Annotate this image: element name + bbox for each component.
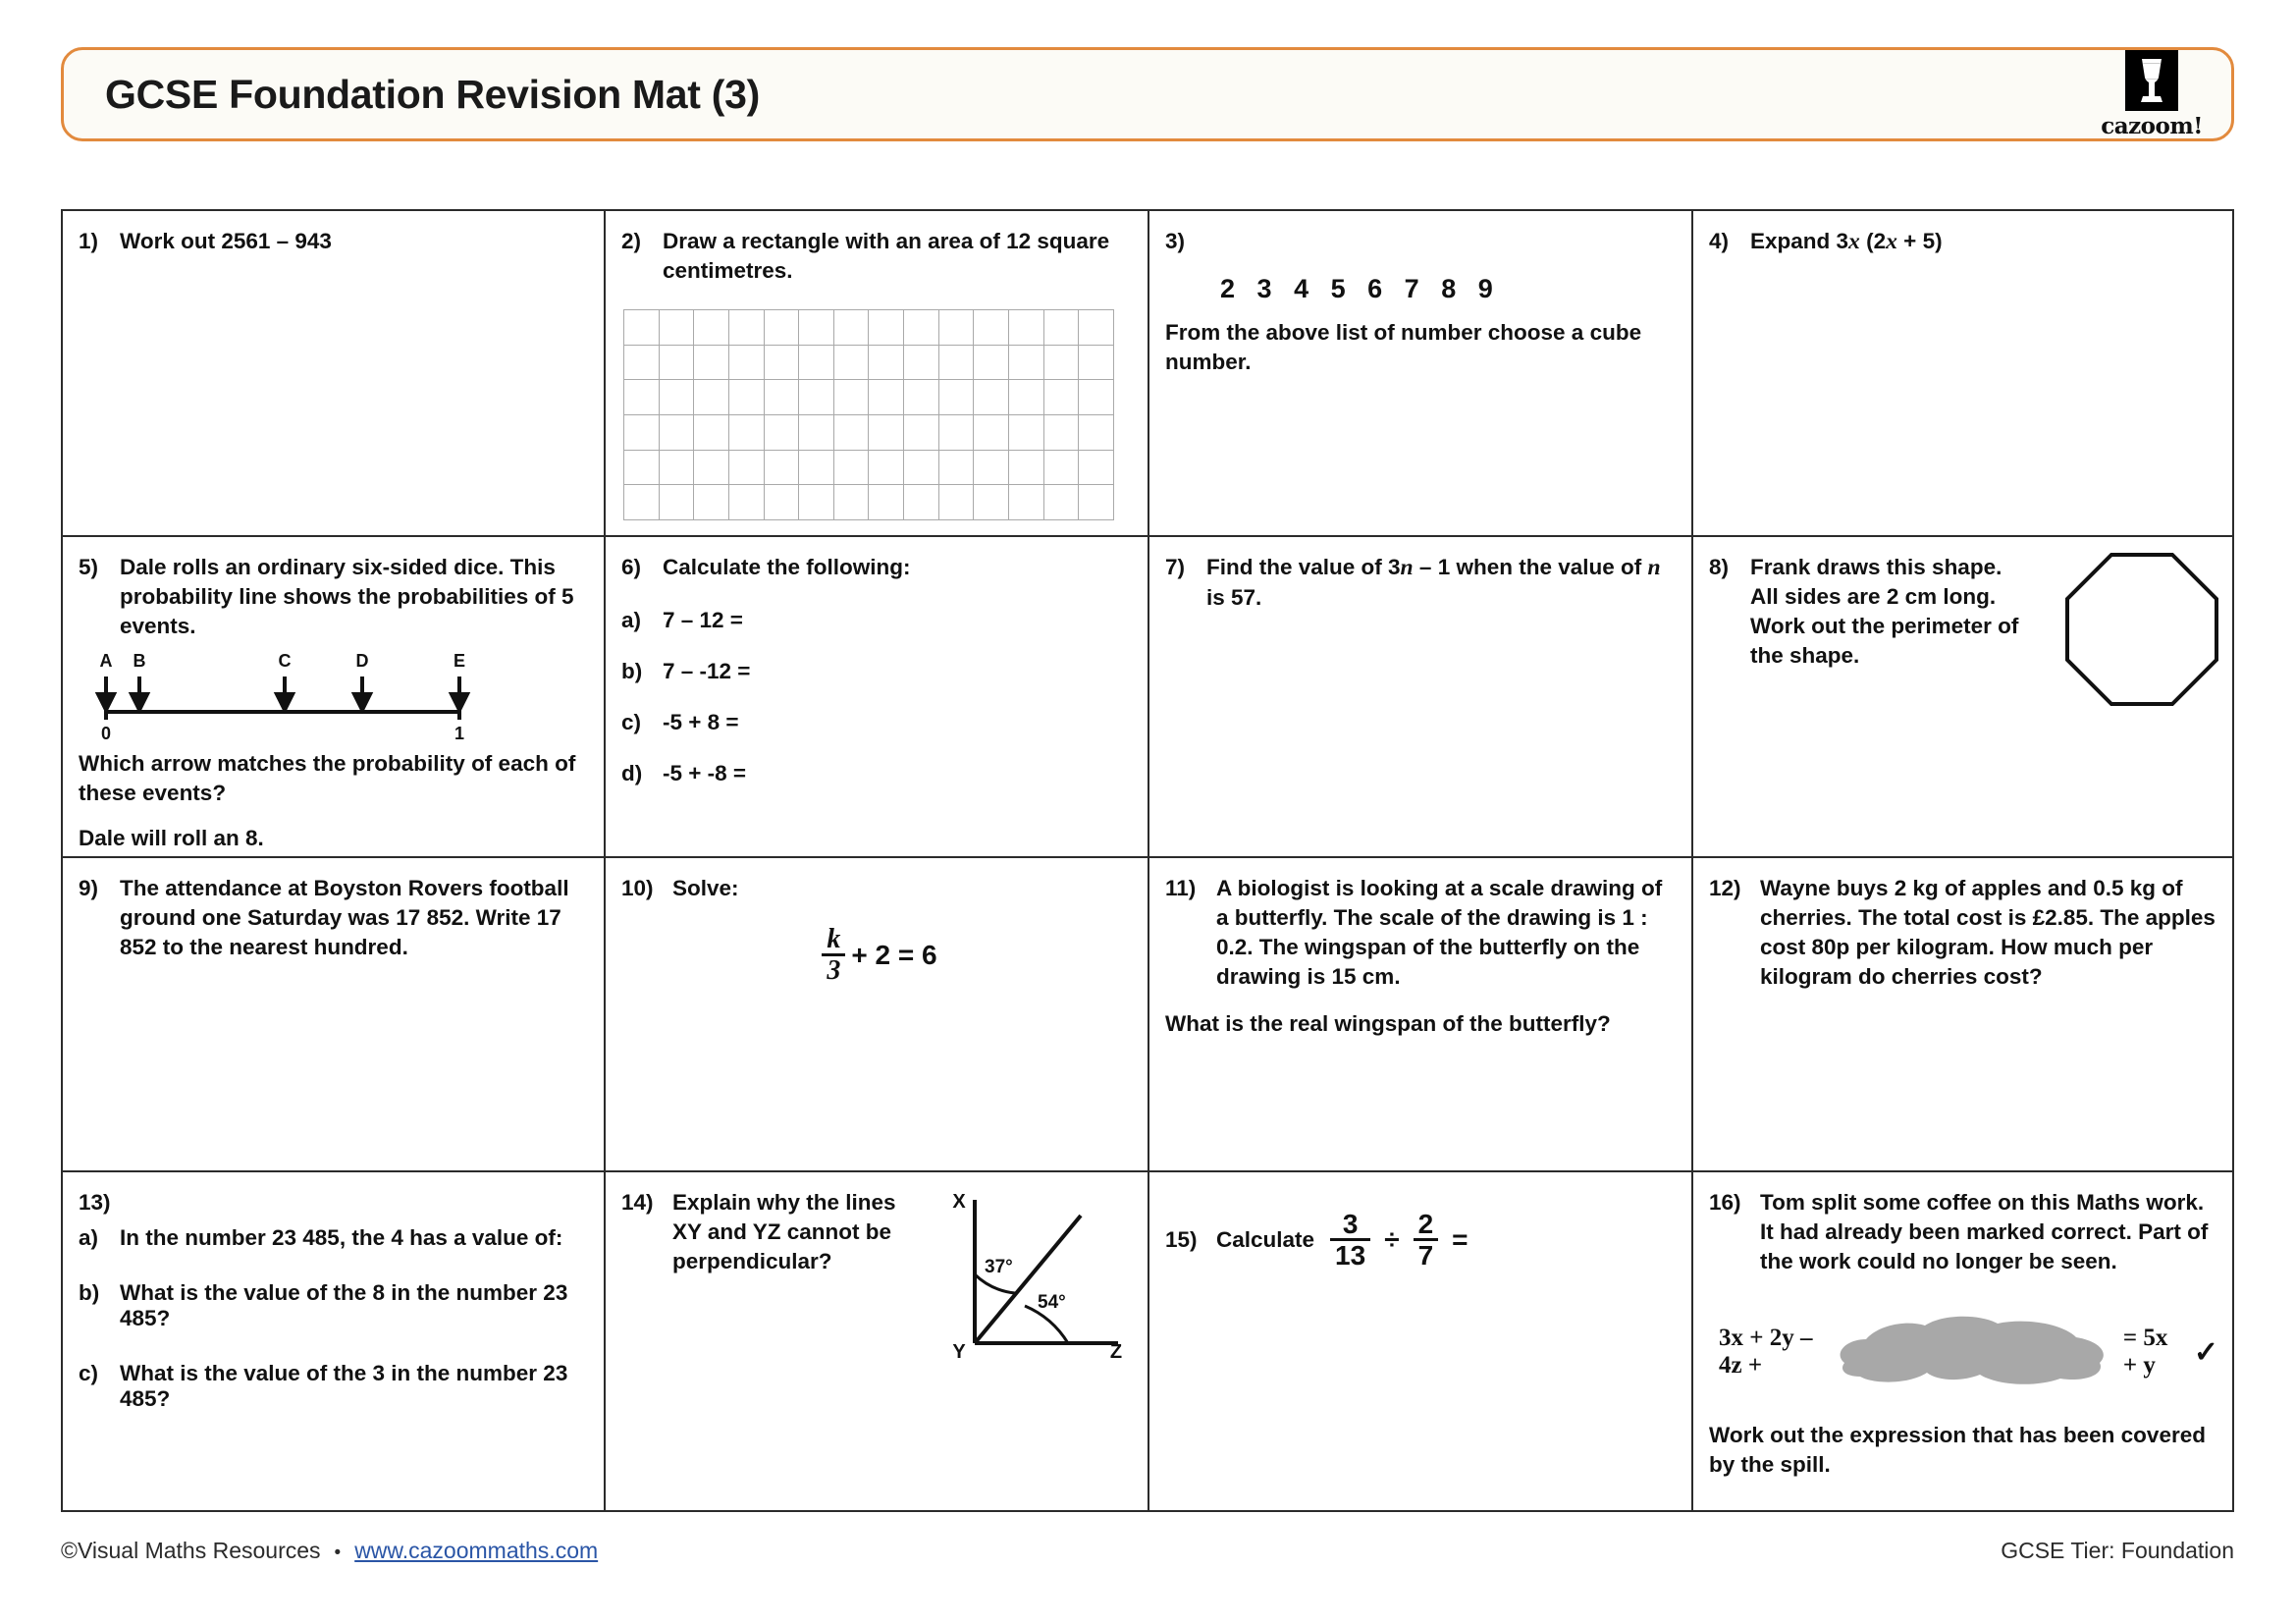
grid-cell[interactable]: [1009, 346, 1044, 381]
grid-cell[interactable]: [974, 346, 1009, 381]
grid-cell[interactable]: [765, 415, 800, 451]
grid-cell[interactable]: [660, 380, 695, 415]
marked-expression-row: [1719, 1302, 2218, 1403]
sub-expression: -5 + -8 =: [663, 760, 747, 785]
question-number: 9): [79, 876, 99, 900]
grid-cell[interactable]: [694, 485, 729, 520]
sub-label: b): [79, 1279, 100, 1305]
question-text: Calculate: [1216, 1226, 1315, 1252]
number-list-item: 8: [1441, 273, 1457, 303]
grid-cell[interactable]: [1044, 415, 1080, 451]
grid-cell[interactable]: [799, 415, 834, 451]
grid-cell[interactable]: [1079, 485, 1114, 520]
question-number: 7): [1165, 555, 1186, 579]
fraction1-numerator: 3: [1342, 1209, 1359, 1239]
grid-cell[interactable]: [624, 415, 660, 451]
sub-label: b): [621, 658, 643, 683]
sub-label: a): [79, 1224, 99, 1250]
grid-cell[interactable]: [660, 485, 695, 520]
scale-start-label: 0: [100, 723, 112, 743]
question-number: 5): [79, 555, 99, 579]
logo-wordmark: cazoom!: [2101, 112, 2203, 139]
question-text: Calculate the following:: [663, 555, 911, 579]
question-cell-8: [1693, 537, 2234, 858]
grid-cell[interactable]: [799, 380, 834, 415]
question-number: 13): [79, 1190, 111, 1215]
prob-label-A: A: [99, 650, 113, 671]
question-cell-3: [1149, 211, 1693, 537]
question-cell-12: [1693, 858, 2234, 1172]
grid-cell[interactable]: [834, 415, 870, 451]
number-list-item: 7: [1404, 273, 1420, 303]
grid-cell[interactable]: [834, 380, 870, 415]
page-title: GCSE Foundation Revision Mat (3): [105, 71, 760, 117]
cazoom-hourglass-icon: [2125, 50, 2178, 111]
grid-cell[interactable]: [1044, 346, 1080, 381]
grid-cell[interactable]: [694, 451, 729, 486]
fraction2-denominator: 7: [1414, 1238, 1439, 1270]
grid-cell[interactable]: [660, 310, 695, 346]
question-cell-13: [63, 1172, 606, 1512]
angle-diagram-xyz: [943, 1186, 1130, 1363]
grid-cell[interactable]: [974, 451, 1009, 486]
sub-label: a): [621, 607, 642, 632]
grid-cell[interactable]: [1044, 380, 1080, 415]
question-cell-2: [606, 211, 1149, 537]
expression-right: = 5x + y: [2122, 1325, 2168, 1380]
grid-cell[interactable]: [799, 451, 834, 486]
question-number: 4): [1709, 229, 1730, 253]
fraction1-denominator: 13: [1330, 1238, 1370, 1270]
grid-cell[interactable]: [694, 380, 729, 415]
grid-cell[interactable]: [799, 310, 834, 346]
sub-question-c: [79, 1361, 588, 1412]
grid-cell[interactable]: [904, 451, 939, 486]
grid-cell[interactable]: [694, 415, 729, 451]
question-text: Explain why the lines XY and YZ cannot be perpendicular?: [672, 1190, 896, 1273]
question-cell-4: [1693, 211, 2234, 537]
angle-value-upper: 37°: [985, 1257, 1013, 1277]
grid-cell[interactable]: [799, 485, 834, 520]
grid-cell[interactable]: [1009, 415, 1044, 451]
equation-rest: + 2 = 6: [851, 939, 937, 970]
sub-question-a: [79, 1225, 588, 1251]
angle-point-y: Y: [952, 1341, 966, 1358]
question-cell-6: [606, 537, 1149, 858]
math-variable-x: x: [1848, 229, 1860, 254]
question-cell-15: [1149, 1172, 1693, 1512]
question-grid: [61, 209, 2234, 1512]
grid-paper-answer-area[interactable]: [623, 309, 1114, 520]
question-cell-5: [63, 537, 606, 858]
grid-cell[interactable]: [904, 380, 939, 415]
question-number: 3): [1165, 229, 1186, 253]
grid-cell[interactable]: [1009, 380, 1044, 415]
question-text: Solve:: [672, 876, 739, 900]
grid-cell[interactable]: [904, 485, 939, 520]
grid-cell[interactable]: [624, 346, 660, 381]
question-number: 15): [1165, 1226, 1198, 1252]
sub-label: c): [621, 709, 642, 734]
grid-cell[interactable]: [904, 415, 939, 451]
octagon-shape: [2063, 551, 2220, 713]
question-cell-9: [63, 858, 606, 1172]
grid-cell[interactable]: [904, 346, 939, 381]
probability-line-diagram: [84, 651, 546, 745]
website-link[interactable]: www.cazoommaths.com: [354, 1538, 599, 1563]
question-text: The attendance at Boyston Rovers football ground one Saturday was 17 852. Write 17 852 to the nearest hundred.: [120, 876, 569, 959]
sub-expression: In the number 23 485, the 4 has a value of:: [120, 1224, 563, 1250]
grid-cell[interactable]: [765, 485, 800, 520]
grid-cell[interactable]: [869, 451, 904, 486]
sub-expression: What is the value of the 3 in the number 23 485?: [120, 1360, 568, 1411]
fraction2-numerator: 2: [1417, 1209, 1434, 1239]
math-variable-n: n: [1400, 555, 1414, 580]
sub-question-d: [621, 761, 1132, 786]
grid-cell[interactable]: [1079, 380, 1114, 415]
question-number: 14): [621, 1190, 654, 1215]
cazoom-logo: [2098, 50, 2206, 139]
question-prompt: What is the real wingspan of the butterfly?: [1165, 1010, 1611, 1036]
question-text: Tom split some coffee on this Maths work. It had already been marked correct. Part of the work could no longer be seen.: [1760, 1190, 2209, 1273]
grid-cell[interactable]: [694, 310, 729, 346]
angle-value-lower: 54°: [1038, 1292, 1066, 1313]
sub-expression: 7 – 12 =: [663, 607, 743, 632]
grid-cell[interactable]: [869, 346, 904, 381]
prob-label-E: E: [453, 650, 466, 671]
question-cell-14: [606, 1172, 1149, 1512]
sub-question-a: [621, 608, 1132, 633]
grid-cell[interactable]: [974, 310, 1009, 346]
question-prompt: Work out the expression that has been covered by the spill.: [1709, 1422, 2206, 1477]
grid-cell[interactable]: [939, 451, 975, 486]
grid-cell[interactable]: [974, 415, 1009, 451]
question-number: 10): [621, 876, 654, 900]
divide-operator: ÷: [1384, 1224, 1400, 1256]
grid-cell[interactable]: [869, 415, 904, 451]
question-number: 2): [621, 229, 642, 253]
grid-cell[interactable]: [869, 380, 904, 415]
grid-cell[interactable]: [834, 451, 870, 486]
tier-label: GCSE Tier: Foundation: [2001, 1538, 2234, 1563]
sub-label: c): [79, 1360, 99, 1385]
grid-cell[interactable]: [1079, 346, 1114, 381]
grid-cell[interactable]: [799, 346, 834, 381]
question-text: Frank draws this shape. All sides are 2 cm long. Work out the perimeter of the shape.: [1750, 555, 2019, 668]
grid-cell[interactable]: [974, 485, 1009, 520]
sub-expression: What is the value of the 8 in the number 23 485?: [120, 1279, 568, 1330]
grid-cell[interactable]: [834, 485, 870, 520]
grid-cell[interactable]: [1079, 310, 1114, 346]
equation-k-over-3: [621, 925, 1132, 986]
question-cell-7: [1149, 537, 1693, 858]
sub-label: d): [621, 760, 643, 785]
grid-cell[interactable]: [624, 310, 660, 346]
grid-cell[interactable]: [624, 485, 660, 520]
prob-label-B: B: [133, 650, 146, 671]
grid-cell[interactable]: [939, 310, 975, 346]
sub-question-b: [79, 1280, 588, 1331]
number-list-item: 6: [1367, 273, 1383, 303]
question-cell-1: [63, 211, 606, 537]
grid-cell[interactable]: [1009, 310, 1044, 346]
number-list: [1220, 274, 1676, 304]
sub-expression: -5 + 8 =: [663, 709, 739, 734]
check-mark-icon: ✓: [2193, 1335, 2218, 1369]
equals-sign: =: [1452, 1224, 1468, 1256]
question-prompt: Which arrow matches the probability of each of these events?: [79, 750, 576, 805]
scale-end-label: 1: [454, 723, 465, 743]
grid-cell[interactable]: [834, 346, 870, 381]
math-variable-n: n: [1647, 555, 1661, 580]
question-number: 16): [1709, 1190, 1741, 1215]
grid-cell[interactable]: [939, 346, 975, 381]
grid-cell[interactable]: [939, 380, 975, 415]
grid-cell[interactable]: [729, 346, 765, 381]
grid-cell[interactable]: [974, 380, 1009, 415]
coffee-spill-blob: [1823, 1302, 2117, 1403]
question-text: Dale rolls an ordinary six-sided dice. This probability line shows the probabilities of 5 events.: [120, 555, 574, 638]
grid-cell[interactable]: [660, 451, 695, 486]
grid-cell[interactable]: [729, 380, 765, 415]
question-cell-16: [1693, 1172, 2234, 1512]
grid-cell[interactable]: [660, 415, 695, 451]
number-list-item: 3: [1256, 273, 1273, 303]
worksheet-footer: [61, 1538, 2234, 1564]
sub-expression: 7 – -12 =: [663, 658, 751, 683]
grid-cell[interactable]: [834, 310, 870, 346]
grid-cell[interactable]: [1044, 310, 1080, 346]
grid-cell[interactable]: [1079, 451, 1114, 486]
number-list-item: 4: [1294, 273, 1309, 303]
question-number: 6): [621, 555, 642, 579]
question-text: A biologist is looking at a scale drawing of a butterfly. The scale of the drawing is 1 : 0.2. The wingspan of the butterfly on the drawing is 15 cm.: [1216, 876, 1663, 989]
number-list-item: 9: [1477, 273, 1494, 303]
worksheet-header: [61, 47, 2234, 141]
question-text: Draw a rectangle with an area of 12 square centimetres.: [663, 229, 1110, 283]
question-number: 1): [79, 229, 99, 253]
question-text: Find the value of 3n – 1 when the value of n is 57.: [1206, 555, 1661, 611]
equation-denominator: 3: [822, 953, 845, 985]
equation-numerator: k: [827, 923, 841, 954]
grid-cell[interactable]: [939, 485, 975, 520]
grid-cell[interactable]: [765, 346, 800, 381]
grid-cell[interactable]: [694, 346, 729, 381]
number-list-item: 2: [1220, 273, 1236, 303]
angle-point-z: Z: [1109, 1341, 1123, 1358]
math-variable-x: x: [1886, 229, 1897, 254]
grid-cell[interactable]: [1009, 451, 1044, 486]
question-cell-10: [606, 858, 1149, 1172]
question-cell-11: [1149, 858, 1693, 1172]
grid-cell[interactable]: [624, 380, 660, 415]
grid-cell[interactable]: [904, 310, 939, 346]
grid-cell[interactable]: [765, 451, 800, 486]
copyright-text: ©Visual Maths Resources: [61, 1538, 321, 1563]
grid-cell[interactable]: [1044, 485, 1080, 520]
grid-cell[interactable]: [624, 451, 660, 486]
question-text: Expand 3x (2x + 5): [1750, 229, 1943, 254]
grid-cell[interactable]: [729, 451, 765, 486]
angle-point-x: X: [952, 1191, 966, 1213]
sub-question-c: [621, 710, 1132, 735]
sub-question-b: [621, 659, 1132, 684]
grid-cell[interactable]: [1044, 451, 1080, 486]
grid-cell[interactable]: [729, 485, 765, 520]
grid-cell[interactable]: [660, 346, 695, 381]
grid-cell[interactable]: [1009, 485, 1044, 520]
grid-cell[interactable]: [765, 380, 800, 415]
footer-separator-dot: •: [334, 1543, 342, 1563]
grid-cell[interactable]: [869, 485, 904, 520]
question-prompt: From the above list of number choose a cube number.: [1165, 319, 1642, 374]
event-statement-1: Dale will roll an 8.: [79, 825, 264, 850]
question-text: Work out 2561 – 943: [120, 229, 332, 253]
grid-cell[interactable]: [765, 310, 800, 346]
question-text: Wayne buys 2 kg of apples and 0.5 kg of cherries. The total cost is £2.85. The apples cost 80p per kilogram. How much per kilogram do cherries cost?: [1760, 876, 2216, 989]
grid-cell[interactable]: [729, 415, 765, 451]
question-number: 8): [1709, 555, 1730, 579]
expression-left: 3x + 2y – 4z +: [1719, 1325, 1813, 1380]
question-number: 11): [1165, 876, 1197, 900]
grid-cell[interactable]: [729, 310, 765, 346]
number-list-item: 5: [1330, 273, 1347, 303]
grid-cell[interactable]: [939, 415, 975, 451]
prob-label-C: C: [278, 650, 292, 671]
question-number: 12): [1709, 876, 1741, 900]
grid-cell[interactable]: [869, 310, 904, 346]
grid-cell[interactable]: [1079, 415, 1114, 451]
prob-label-D: D: [355, 650, 369, 671]
